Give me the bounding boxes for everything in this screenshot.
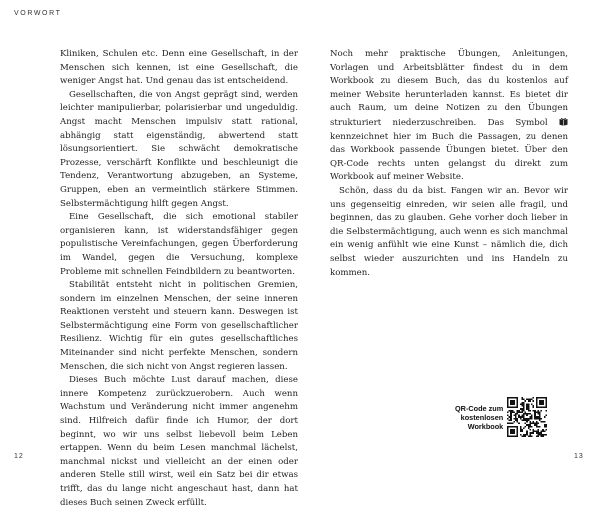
paragraph: Stabilität entsteht nicht in politischen Gremien, sondern im einzelnen Menschen, der seine inneren Reaktionen versteht und steuern kann. Deswegen ist Selbstermächtigung eine Form von gesellschaftlicher Resilienz. Wichtig für ein gutes gesellschaftliches Miteinander sind nicht perfekte Menschen, sondern Menschen, die sich nicht von Angst regieren lassen. xyxy=(60,280,298,372)
qr-caption xyxy=(455,397,503,431)
right-page-text xyxy=(330,48,568,280)
paragraph-text: Noch mehr praktische Übungen, Anleitungen, Vorlagen und Arbeitsblätter findest du in dem Workbook zu diesem Buch, das du kostenlos auf meiner Website herunterladen kannst. Es bietet dir auch Raum, um deine Notizen zu den Übungen strukturiert niederzuschreiben. Das Symbol xyxy=(330,49,568,128)
paragraph-text: kennzeichnet hier im Buch die Passagen, zu denen das Workbook passende Übungen bietet. Über den QR-Code rechts unten gelangst du direkt zum Workbook auf meiner Website. xyxy=(330,131,568,183)
paragraph: Dieses Buch möchte Lust darauf machen, diese innere Kompetenz zurückzuerobern. Auch wenn Wachstum und Veränderung nicht immer angenehm sind. Hilfreich dafür finde ich Humor, der dort beginnt, wo wir uns selbst liebevoll beim Leben ertappen. Wenn du beim Lesen manchmal lächelst, manchmal nickst und vielleicht an der einen oder anderen Stelle still wirst, weil ein Satz bei dir etwas trifft, das du lange nicht angeschaut hast, dann hat dieses Buch seinen Zweck erfüllt. xyxy=(60,375,298,508)
qr-caption-line: QR-Code zum xyxy=(455,404,504,413)
paragraph: Kliniken, Schulen etc. Denn eine Gesellschaft, in der Menschen sich kennen, ist eine Gesellschaft, die weniger Angst hat. Und genau das ist entscheidend. xyxy=(60,49,298,87)
qr-block xyxy=(455,397,547,437)
page-number-left: 12 xyxy=(14,453,24,460)
paragraph: Eine Gesellschaft, die sich emotional stabiler organisieren kann, ist widerstandsfähiger gegen populistische Vereinfachungen, gegen Überforderung im Wandel, gegen die Versuchung, komplexe Probleme mit schnellen Feindbildern zu beantworten. xyxy=(60,212,298,277)
qr-caption-line: kostenlosen xyxy=(460,413,504,422)
qr-code-icon[interactable] xyxy=(507,397,547,437)
page-number-right: 13 xyxy=(574,453,584,460)
qr-caption-line: Workbook xyxy=(467,422,504,431)
book-icon xyxy=(559,118,568,127)
paragraph xyxy=(330,48,568,185)
paragraph: Schön, dass du da bist. Fangen wir an. Bevor wir uns gegenseitig einreden, wir seien alle fragil, und beginnen, das zu glauben. Gehe vorher doch lieber in die Selbstermächtigung, auch wenn es sich manchmal ein wenig anfühlt wie eine Kunst – nämlich die, dich selbst wieder auszurichten und ins Handeln zu kommen. xyxy=(330,185,568,278)
left-page-text xyxy=(60,48,298,510)
running-header: VORWORT xyxy=(14,10,62,17)
paragraph: Gesellschaften, die von Angst geprägt sind, werden leichter manipulierbar, polarisierbar und ungeduldig. Angst macht Menschen impulsiv statt rational, abhängig statt eigenständig, abwertend statt lösungsorientiert. Sie schwächt demokratische Prozesse, verschärft Konflikte und beschleunigt die Tendenz, Verantwortung abzugeben, an Systeme, Gruppen, eben an vermeintlich stärkere Stimmen. Selbstermächtigung hilft gegen Angst. xyxy=(60,89,298,209)
